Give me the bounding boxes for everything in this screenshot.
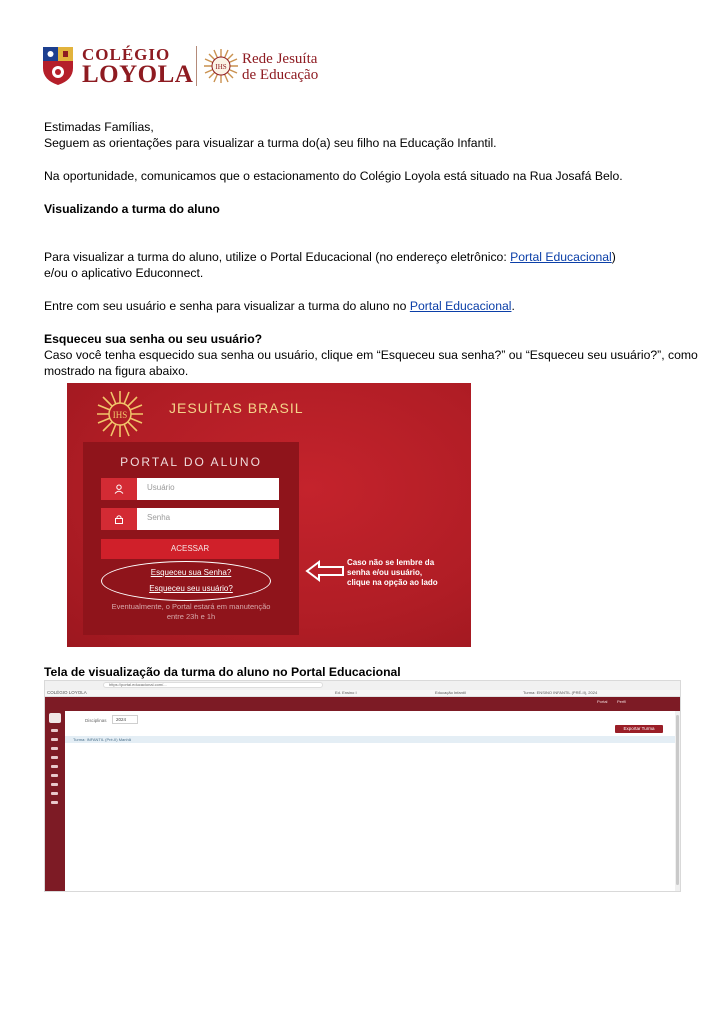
info-period: Ed. Ensino I: [335, 690, 357, 695]
ihs-sun-icon: [95, 389, 145, 439]
network-name-line2: de Educação: [242, 67, 319, 83]
login-submit-button[interactable]: ACESSAR: [101, 539, 279, 559]
hint-line1: Caso não se lembre da: [347, 558, 435, 567]
portal-paragraph-line1: [44, 249, 616, 265]
lock-icon: [101, 508, 137, 530]
seal-text: IHS: [215, 63, 227, 71]
network-name-line1: Rede Jesuíta: [242, 51, 318, 67]
scrollbar-thumb[interactable]: [676, 715, 679, 885]
username-field[interactable]: [101, 478, 279, 500]
sidebar-logo: [49, 713, 61, 723]
class-screen-screenshot: [44, 680, 681, 892]
ihs-sun-seal-icon: [204, 49, 238, 83]
portal-seal-text: IHS: [112, 410, 128, 420]
maintenance-notice-line2: entre 23h e 1h: [166, 612, 216, 621]
topbar-portal[interactable]: Portal: [597, 699, 608, 704]
section-title-forgot: Esqueceu sua senha ou seu usuário?: [44, 332, 263, 346]
arrow-left-icon: [305, 560, 345, 582]
text-fragment: Entre com seu usuário e senha para visualizar a turma do aluno no: [44, 299, 410, 313]
text-fragment: .: [199, 266, 204, 280]
section-title-class-screen: Tela de visualização da turma do aluno no Portal Educacional: [44, 665, 401, 679]
school-name: LOYOLA: [82, 61, 194, 88]
forgot-paragraph-line2: mostrado na figura abaixo.: [44, 364, 189, 378]
login-panel: [83, 442, 299, 635]
url-text: https://portal.educacional.com/...: [109, 682, 167, 687]
forgot-paragraph-line1: Caso você tenha esquecido sua senha ou usuário, clique em “Esqueceu sua senha?” ou “Esqueceu seu usuário?”, como: [44, 348, 698, 362]
password-placeholder: Senha: [147, 513, 171, 522]
hint-line2: senha e/ou usuário,: [347, 568, 423, 577]
hint-line3: clique na opção ao lado: [347, 578, 438, 587]
sidebar-item-icon[interactable]: [51, 801, 58, 804]
text-fragment: Para visualizar a turma do aluno, utilize o Portal Educacional (no endereço eletrônico:: [44, 250, 511, 264]
info-student: Turma: ENSINO INFANTIL (PRÉ-II), 2024: [523, 690, 598, 695]
portal-paragraph-line2: [44, 265, 203, 281]
menu-icon[interactable]: [51, 729, 58, 732]
parking-paragraph: Na oportunidade, comunicamos que o estacionamento do Colégio Loyola está situado na Rua Josafá Belo.: [44, 169, 623, 183]
sidebar-item-icon[interactable]: [51, 756, 58, 759]
logo-divider: [196, 46, 197, 86]
year-select[interactable]: 2024: [112, 715, 138, 724]
school-name-small: COLÉGIO: [82, 45, 171, 64]
school-shield-icon: [42, 46, 74, 86]
username-placeholder: Usuário: [147, 483, 175, 492]
portal-login-screenshot: [67, 383, 471, 647]
forgot-password-link[interactable]: Esqueceu sua Senha?: [150, 568, 232, 577]
portal-educacional-link[interactable]: Portal Educacional: [510, 250, 612, 264]
sidebar-item-icon[interactable]: [51, 792, 58, 795]
sidebar-item-icon[interactable]: [51, 747, 58, 750]
portal-topbar: [45, 697, 681, 711]
text-fragment: e/ou o aplicativo: [44, 266, 136, 280]
export-class-button[interactable]: Exportar Turma: [615, 725, 663, 733]
app-name: COLÉGIO LOYOLA: [47, 690, 87, 695]
sidebar-item-icon[interactable]: [51, 738, 58, 741]
info-level: Educação Infantil: [435, 690, 466, 695]
forgot-username-link[interactable]: Esqueceu seu usuário?: [149, 584, 233, 593]
highlight-oval: [101, 561, 271, 601]
header-logos: [42, 44, 342, 90]
class-row-label: Turma: INFANTIL (Pré-II) Manhã: [73, 737, 131, 742]
sidebar-item-icon[interactable]: [51, 783, 58, 786]
sidebar-item-icon[interactable]: [51, 774, 58, 777]
text-fragment: .: [511, 299, 515, 313]
login-paragraph: [44, 298, 515, 314]
greeting: Estimadas Famílias,: [44, 120, 154, 134]
class-row[interactable]: [65, 736, 681, 743]
topbar-profile[interactable]: Perfil: [617, 699, 627, 704]
app-name-educonnect: Educonnect: [135, 266, 200, 280]
section-title-view-class: Visualizando a turma do aluno: [44, 202, 220, 216]
text-fragment: ): [611, 250, 616, 264]
password-field[interactable]: [101, 508, 279, 530]
portal-educacional-link-2[interactable]: Portal Educacional: [409, 299, 512, 313]
portal-brand: JESUÍTAS BRASIL: [169, 400, 304, 416]
user-icon: [101, 478, 137, 500]
portal-sidebar: [45, 711, 65, 892]
maintenance-notice-line1: Eventualmente, o Portal estará em manutenção: [111, 602, 271, 611]
login-title: PORTAL DO ALUNO: [120, 455, 262, 469]
intro-paragraph: Seguem as orientações para visualizar a turma do(a) seu filho na Educação Infantil.: [44, 136, 497, 150]
filter-label: Disciplinas: [85, 718, 107, 723]
sidebar-item-icon[interactable]: [51, 765, 58, 768]
